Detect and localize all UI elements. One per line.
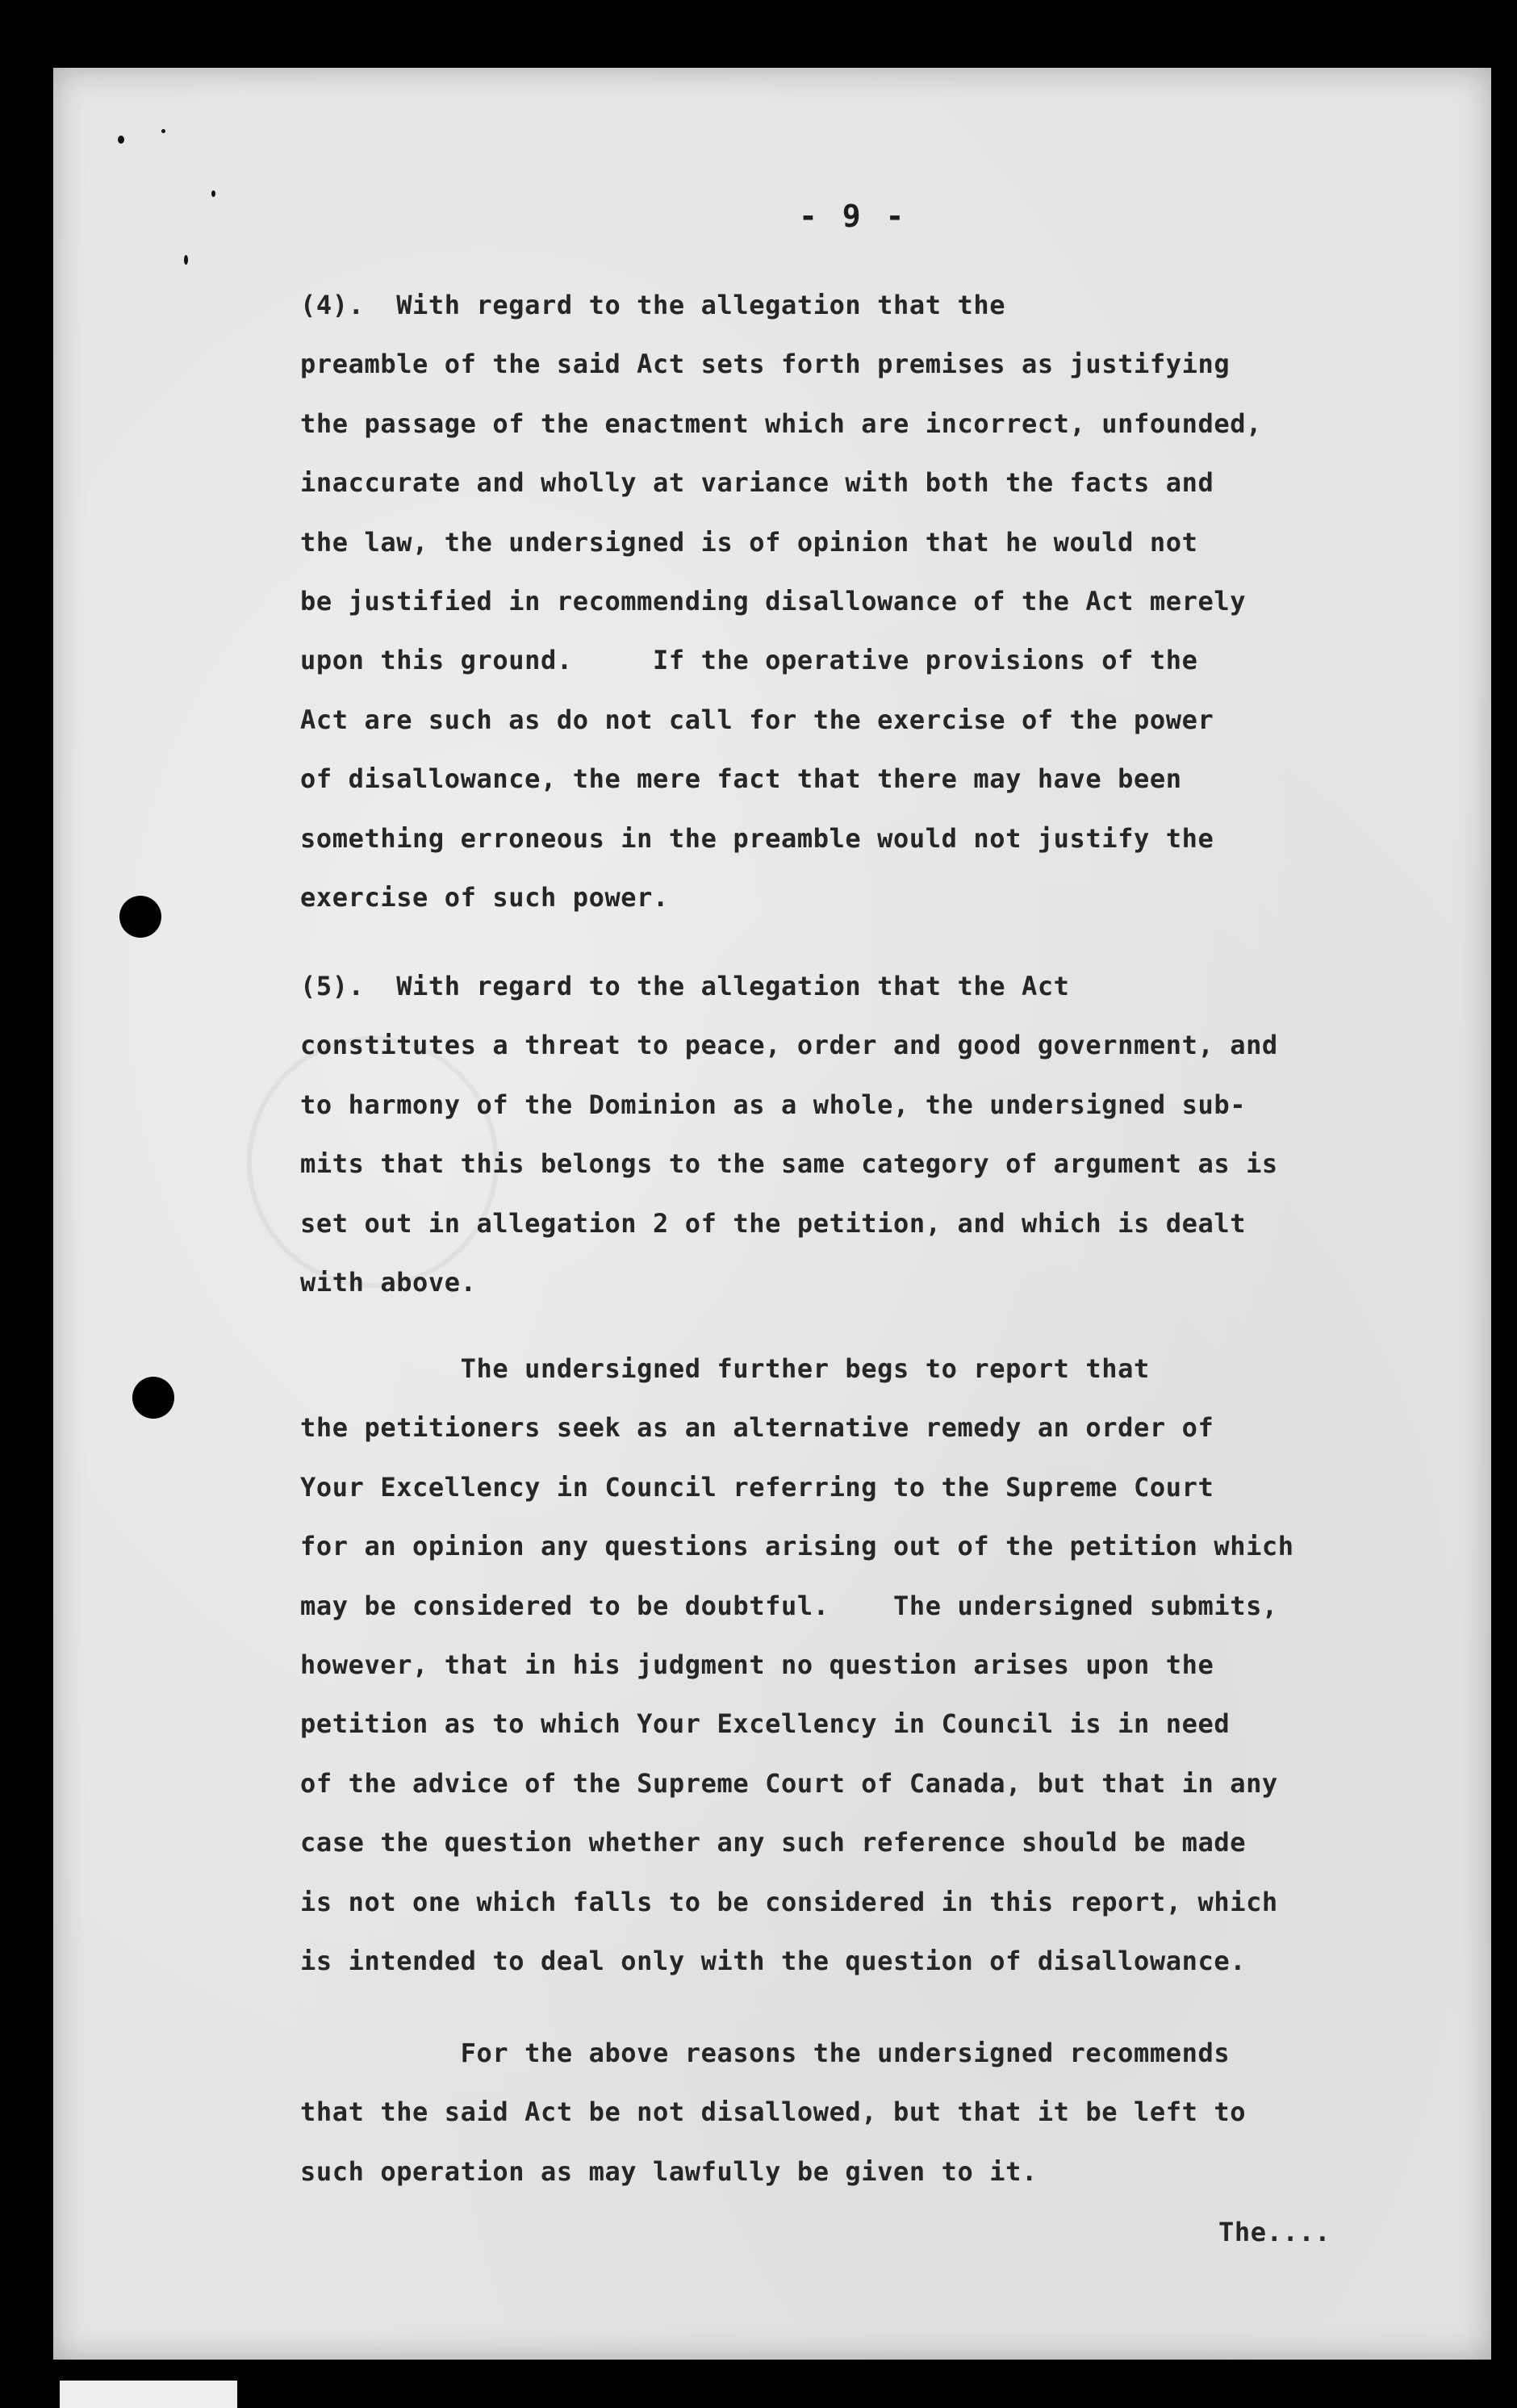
text-line: of disallowance, the mere fact that there may have been <box>300 763 1182 795</box>
text-line: upon this ground. If the operative provisions of the <box>300 645 1198 676</box>
text-line: Your Excellency in Council referring to the Supreme Court <box>300 1471 1214 1503</box>
text-line: such operation as may lawfully be given to it. <box>300 2155 1038 2187</box>
text-line: petition as to which Your Excellency in Council is in need <box>300 1708 1231 1740</box>
binder-hole-upper <box>119 896 161 938</box>
text-line: (5). With regard to the allegation that the Act <box>300 971 1070 1001</box>
text-line: exercise of such power. <box>300 882 669 913</box>
text-line: the passage of the enactment which are incorrect, unfounded, <box>300 408 1262 439</box>
text-line: may be considered to be doubtful. The undersigned submits, <box>300 1590 1278 1621</box>
text-line: the law, the undersigned is of opinion that he would not <box>300 526 1198 558</box>
paragraph-recommendation <box>300 2024 1246 2201</box>
film-frame-tab <box>60 2381 237 2408</box>
text-line: For the above reasons the undersigned recommends <box>300 2038 1231 2068</box>
text-line: for an opinion any questions arising out of the petition which <box>300 1531 1294 1562</box>
binder-hole-lower <box>132 1377 174 1419</box>
paragraph-item-4 <box>300 276 1262 927</box>
text-line: The undersigned further begs to report that <box>300 1353 1150 1384</box>
text-line: is not one which falls to be considered in this report, which <box>300 1886 1278 1917</box>
text-line: (4). With regard to the allegation that the <box>300 290 1006 320</box>
scan-speck <box>211 190 215 197</box>
text-line: mits that this belongs to the same category of argument as is <box>300 1148 1278 1180</box>
text-line: with above. <box>300 1267 477 1298</box>
text-line: be justified in recommending disallowance of the Act merely <box>300 586 1247 617</box>
text-line: preamble of the said Act sets forth premises as justifying <box>300 349 1231 380</box>
text-line: that the said Act be not disallowed, but that it be left to <box>300 2097 1247 2128</box>
text-line: set out in allegation 2 of the petition, and which is dealt <box>300 1207 1247 1239</box>
paragraph-item-5 <box>300 957 1278 1312</box>
scan-speck <box>118 136 124 144</box>
text-line: case the question whether any such reference should be made <box>300 1827 1247 1858</box>
text-line: however, that in his judgment no question arises upon the <box>300 1649 1214 1681</box>
text-line: Act are such as do not call for the exercise of the power <box>300 704 1214 735</box>
text-line: is intended to deal only with the question of disallowance. <box>300 1946 1247 1977</box>
continuation-catchword: The.... <box>1218 2217 1331 2247</box>
scan-speck <box>184 255 188 265</box>
text-line: inaccurate and wholly at variance with both the facts and <box>300 467 1214 499</box>
text-line: constitutes a threat to peace, order and good government, and <box>300 1030 1278 1061</box>
text-line: to harmony of the Dominion as a whole, the undersigned sub- <box>300 1089 1247 1120</box>
text-line: of the advice of the Supreme Court of Canada, but that in any <box>300 1767 1278 1799</box>
text-line: something erroneous in the preamble would not justify the <box>300 822 1214 854</box>
scan-speck <box>161 129 165 133</box>
text-line: the petitioners seek as an alternative remedy an order of <box>300 1412 1214 1444</box>
page-number: - 9 - <box>799 199 908 234</box>
paragraph-further-report <box>300 1340 1294 1991</box>
